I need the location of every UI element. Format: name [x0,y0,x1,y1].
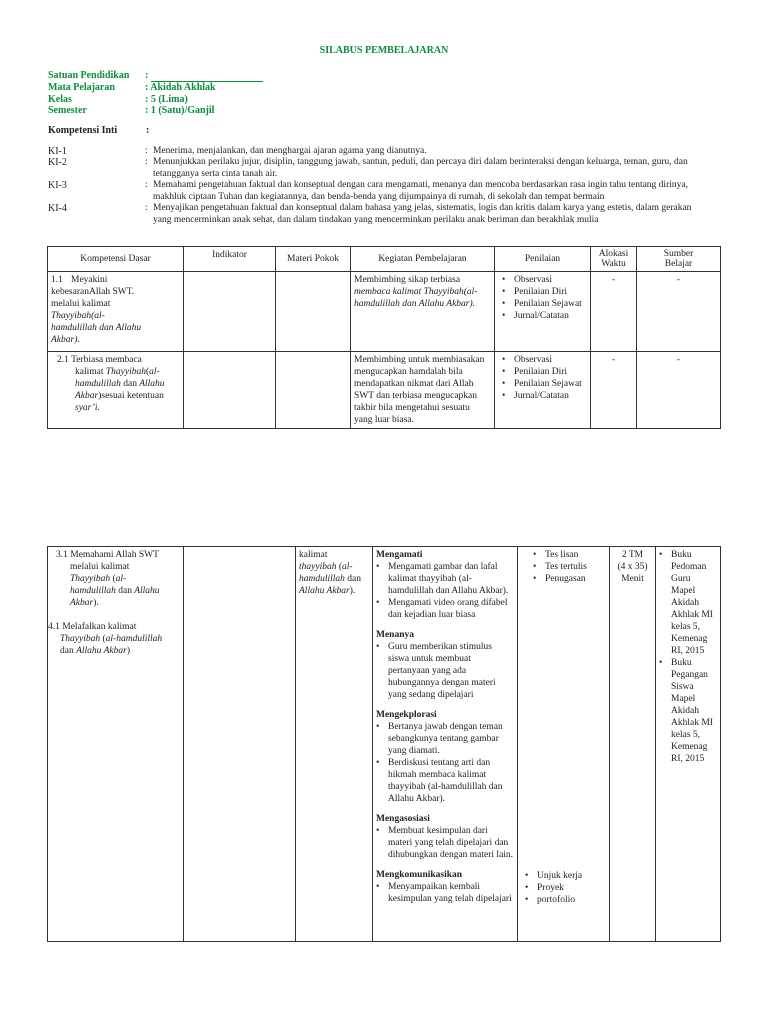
ki-code: KI-3 [48,180,67,191]
penilaian-cell [518,547,610,942]
kd-text: Thayyibah (al- [70,574,127,584]
ki-text: : Menerima, menjalankan, dan menghargai ajaran agama yang dianutnya. [145,146,427,156]
list-item: • Proyek [521,882,582,894]
identity-label: Mata Pelajaran [48,82,115,93]
list-item: • Jurnal/Catatan [498,390,587,402]
sumber-cell [656,547,721,942]
header-kegiatan: Kegiatan Pembelajaran [351,247,495,272]
materi-text: Allahu Akbar). [299,586,356,596]
table-row [48,547,721,942]
alokasi-cell: - [591,272,637,352]
sumber-cell: - [637,352,721,429]
list-item: • Membuat kesimpulan dari materi yang telah dipelajari dan dihubungkan dengan materi lain. [376,825,514,861]
kegiatan-heading: Menanya [376,630,414,640]
materi-text: thayyibah (al- [299,562,353,572]
list-item: • Penugasan [529,573,606,585]
alokasi-cell: 2 TM (4 x 35) Menit [610,547,656,942]
kd-text: hamdulillah dan Allahu [70,586,160,596]
list-item: • Penilaian Diri [498,366,587,378]
kd-text: Thayyibah (al-hamdulillah [60,634,163,644]
penilaian-cell [495,272,591,352]
list-item: • portofolio [521,894,582,906]
syllabus-table-2 [47,546,721,942]
syllabus-table-1 [47,246,721,429]
sumber-cell: - [637,272,721,352]
materi-text: hamdulillah dan [299,574,362,584]
penilaian-cell [495,352,591,429]
list-item: • Guru memberikan stimulus siswa untuk membuat pertanyaan yang ada hubungannya dengan materi yang sedang dipelajari [376,641,514,701]
header-indikator: Indikator [184,247,276,272]
list-item: • Jurnal/Catatan [498,310,587,322]
kd-cell: 2.1 Terbiasa membaca kalimat Thayyibah(al- hamdulillah dan Allahu Akbar)sesuai ketentuan syar’i. [48,352,184,429]
indikator-cell [184,547,296,942]
list-item: • Mengamati gambar dan lafal kalimat thayyibah (al-hamdulillah dan Allahu Akbar). [376,561,514,597]
identity-label: Kelas [48,94,72,105]
kegiatan-heading: Mengkomunikasikan [376,870,463,880]
kd-text: Akbar). [70,598,99,608]
list-item: • Bertanya jawab dengan teman sebangkunya tentang gambar yang diamati. [376,721,514,757]
kd-cell: 1.1 Meyakini kebesaranAllah SWT. melalui kalimat Thayyibah(al- hamdulillah dan Allahu Akbar). [48,272,184,352]
ki-heading: Kompetensi Inti [48,125,118,136]
kd-cell: 3.1 Memahami Allah SWT melalui kalimat Thayyibah (al- hamdulillah dan Allahu Akbar). 4.1 Melafalkan kalimat Thayyibah (al-hamdulillah dan Allahu Akbar) [48,547,184,942]
list-item: • Penilaian Sejawat [498,298,587,310]
ki-heading-colon: : [146,125,150,136]
indikator-cell [184,272,276,352]
header-penilaian: Penilaian [495,247,591,272]
list-item: • Berdiskusi tentang arti dan hikmah membaca kalimat thayyibah (al-hamdulillah dan Allahu Akbar). [376,757,514,805]
alokasi-cell: - [591,352,637,429]
kegiatan-cell [373,547,518,942]
kegiatan-cell: Membimbing sikap terbiasa membaca kalimat Thayyibah(al- hamdulillah dan Allahu Akbar). [351,272,495,352]
kd-text: dan Allahu Akbar) [60,646,131,656]
ki-code: KI-4 [48,203,67,214]
indikator-cell [184,352,276,429]
kegiatan-heading: Mengasosiasi [376,814,430,824]
list-item: • Buku Pedoman Guru Mapel Akidah Akhlak MI kelas 5, Kemenag RI, 2015 [659,549,717,657]
identity-value: : [145,70,263,82]
list-item: • Tes lisan [529,549,606,561]
kegiatan-heading: Mengamati [376,550,423,560]
ki-code: KI-1 [48,146,67,157]
header-sumber-belajar: Sumber Belajar [637,247,721,272]
identity-value: : 1 (Satu)/Ganjil [145,105,215,116]
blank-line [151,72,263,82]
kegiatan-heading: Mengekplorasi [376,710,437,720]
kd-text: kalimat Thayyibah(al- [75,367,160,377]
identity-value: : 5 (Lima) [145,94,188,105]
list-item: • Menyampaikan kembali kesimpulan yang telah dipelajari [376,881,514,905]
list-item: • Observasi [498,354,587,366]
ki-text: : Menyajikan pengetahuan faktual dan konseptual dalam bahasa yang jelas, sistematis, logis dan kritis dalam karya yang estetis, dalam gerakan yang mencerminkan anak sehat, dan dalam tindakan yang mencerminkan perilaku anak beriman dan berakhlak mulia [145,203,692,225]
list-item: • Tes tertulis [529,561,606,573]
list-item: • Penilaian Sejawat [498,378,587,390]
materi-cell [276,272,351,352]
list-item: • Unjuk kerja [521,870,582,882]
header-materi-pokok: Materi Pokok [276,247,351,272]
materi-cell [276,352,351,429]
header-alokasi-waktu: Alokasi Waktu [591,247,637,272]
page-title: SILABUS PEMBELAJARAN [319,45,449,56]
identity-label: Satuan Pendidikan [48,70,130,81]
identity-value: : Akidah Akhlak [145,82,216,93]
list-item: • Penilaian Diri [498,286,587,298]
ki-text: : Memahami pengetahuan faktual dan konseptual dengan cara mengamati, menanya dan mencoba berdasarkan rasa ingin tahu tentang dirinya, makhluk ciptaan Tuhan dan kegiatannya, dan benda-benda yang dijumpainya di rumah, di sekolah dan tempat bermain [145,180,688,202]
list-item: • Mengamati video orang difabel dan kejadian luar biasa [376,597,514,621]
kd-text: Akbar)sesuai ketentuan [75,391,164,401]
materi-cell: kalimat thayyibah (al- hamdulillah dan Allahu Akbar). [296,547,373,942]
kd-text: hamdulillah dan Allahu [75,379,165,389]
list-item: • Observasi [498,274,587,286]
table-row [48,352,721,429]
kegiatan-cell: Membimbing untuk membiasakan mengucapkan hamdalah bila mendapatkan nikmat dari Allah SWT dan terbiasa mengucapkan takbir bila mengetahui sesuatu yang luar biasa. [351,352,495,429]
ki-code: KI-2 [48,157,67,168]
table-row [48,272,721,352]
header-kompetensi-dasar: Kompetensi Dasar [48,247,184,272]
list-item: • Buku Pegangan Siswa Mapel Akidah Akhlak MI kelas 5, Kemenag RI, 2015 [659,657,717,765]
identity-label: Semester [48,105,87,116]
ki-text: : Menunjukkan perilaku jujur, disiplin, tanggung jawab, santun, peduli, dan percaya diri dalam berinteraksi dengan keluarga, teman, guru, dan tetangganya serta cinta tanah air. [145,157,688,179]
